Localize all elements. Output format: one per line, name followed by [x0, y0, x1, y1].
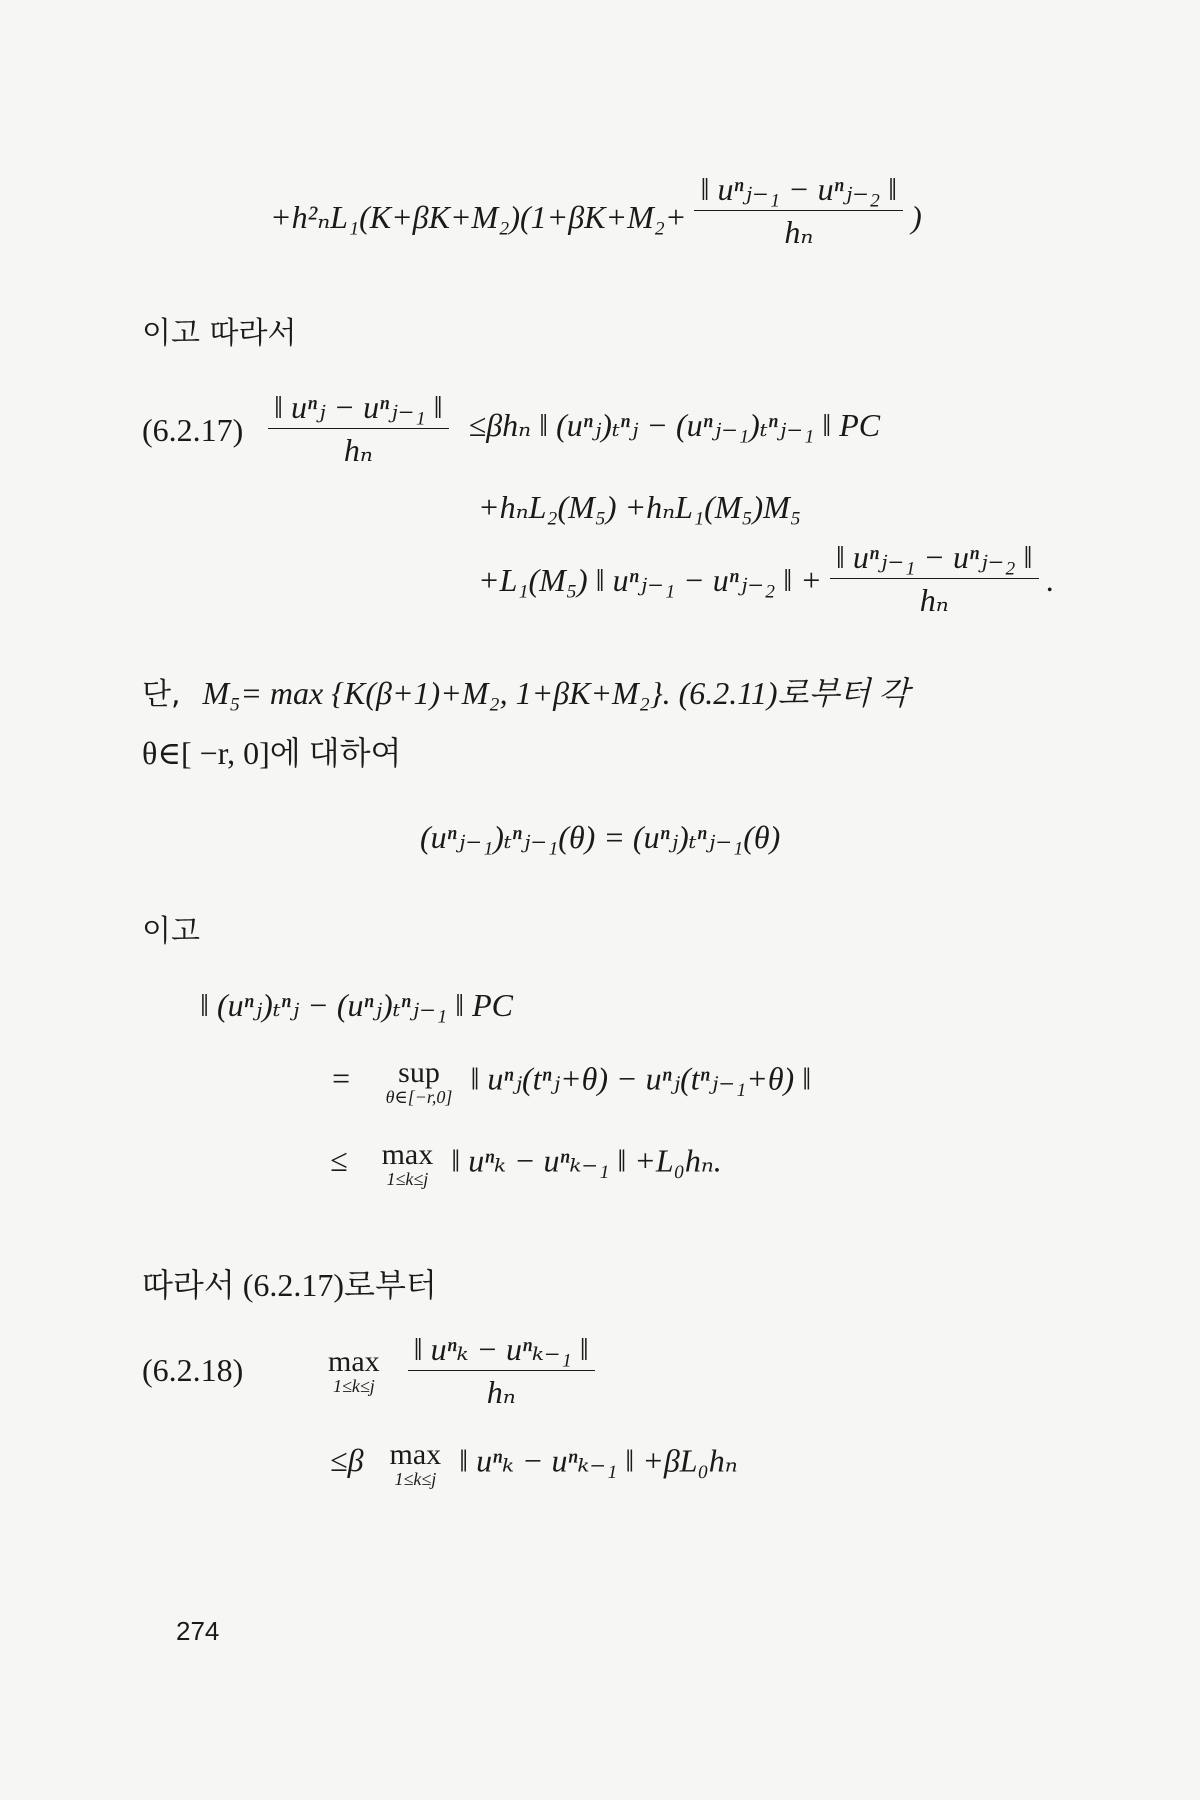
- eq18-denominator: hₙ: [486, 1374, 516, 1410]
- sup-operator: [386, 1058, 453, 1106]
- eq17-rhs-term3: +L₁(M₅) ‖ uⁿⱼ₋₁ − uⁿⱼ₋₂ ‖ +: [478, 561, 822, 598]
- eq-a-denominator: hₙ: [784, 214, 814, 250]
- definition-prefix: 단,: [142, 677, 181, 712]
- eq-a-numerator: ‖ uⁿⱼ₋₁ − uⁿⱼ₋₂ ‖: [694, 170, 903, 211]
- equation-tag-6-2-18: (6.2.18): [142, 1352, 244, 1388]
- eq17-rhs3-numerator: ‖ uⁿⱼ₋₁ − uⁿⱼ₋₂ ‖: [830, 538, 1039, 579]
- paragraph-definition: [142, 668, 909, 714]
- max-op-subscript: 1≤k≤j: [386, 1169, 429, 1189]
- eq17-rhs3-fraction: [830, 538, 1039, 619]
- eq18-max-operator: [328, 1344, 380, 1396]
- eq17-rhs-term1: ≤βhₙ ‖ (uⁿⱼ)ₜⁿⱼ − (uⁿⱼ₋₁)ₜⁿⱼ₋₁ ‖ PC: [468, 406, 881, 443]
- sup-op-subscript: θ∈[−r,0]: [385, 1087, 453, 1107]
- paragraph-theta-range: θ∈[ −r, 0]에 대하여: [142, 735, 402, 771]
- eq18-max-label: max: [328, 1344, 380, 1378]
- eq17-period: .: [1046, 561, 1055, 598]
- equation-6-2-18-line2: [330, 1440, 738, 1488]
- equation-norm-line1: ‖ (uⁿⱼ)ₜⁿⱼ − (uⁿⱼ)ₜⁿⱼ₋₁ ‖ PC: [200, 987, 513, 1023]
- eq-a-main: +h²ₙL₁(K+βK+M₂)(1+βK+M₂+: [270, 198, 687, 235]
- eq17-lhs-denominator: hₙ: [343, 432, 373, 468]
- eq-a-close-paren: ): [911, 198, 922, 235]
- page-number: 274: [176, 1616, 220, 1646]
- max-operator: [382, 1140, 434, 1188]
- paragraph-therefore: 따라서 (6.2.17)로부터: [142, 1267, 437, 1303]
- sup-op-label: sup: [398, 1056, 440, 1089]
- equation-6-2-17-line3: [478, 539, 1055, 619]
- eq18-line2-max-operator: [390, 1440, 442, 1488]
- max-op-label: max: [381, 1138, 434, 1171]
- equation-6-2-17-line1: [268, 388, 880, 469]
- eq-a-fraction: [694, 170, 903, 251]
- definition-body: M₅= max {K(β+1)+M₂, 1+βK+M₂}. (6.2.11)로부터 각: [202, 675, 910, 711]
- equation-6-2-18-line1: [318, 1330, 595, 1411]
- equation-norm-line2: [330, 1058, 811, 1106]
- eq18-max-subscript: 1≤k≤j: [332, 1375, 375, 1396]
- eq18-line2-body: ‖ uⁿₖ − uⁿₖ₋₁ ‖ +βL₀hₙ: [459, 1442, 738, 1479]
- equation-continuation: [270, 171, 922, 251]
- equation-tag-6-2-17: (6.2.17): [142, 412, 244, 448]
- paragraph-text-and: 이고: [142, 914, 200, 949]
- norm-line2-body: ‖ uⁿⱼ(tⁿⱼ+θ) − uⁿⱼ(tⁿⱼ₋₁+θ) ‖: [470, 1060, 812, 1097]
- equation-theta: (uⁿⱼ₋₁)ₜⁿⱼ₋₁(θ) = (uⁿⱼ)ₜⁿⱼ₋₁(θ): [420, 819, 781, 855]
- equation-norm-line3: [330, 1140, 722, 1188]
- norm-equals: =: [330, 1060, 352, 1097]
- paragraph-text: 이고 따라서: [142, 316, 297, 351]
- eq17-lhs-numerator: ‖ uⁿⱼ − uⁿⱼ₋₁ ‖: [268, 388, 449, 429]
- eq18-le-beta: ≤β: [330, 1442, 364, 1479]
- eq18-fraction: [408, 1330, 595, 1411]
- equation-6-2-17-line2: +hₙL₂(M₅) +hₙL₁(M₅)M₅: [478, 489, 801, 525]
- norm-le: ≤: [330, 1142, 348, 1179]
- eq17-rhs3-denominator: hₙ: [919, 582, 949, 618]
- eq17-lhs-fraction: [268, 388, 449, 469]
- eq18-numerator: ‖ uⁿₖ − uⁿₖ₋₁ ‖: [408, 1330, 595, 1371]
- eq18-line2-max-label: max: [389, 1438, 442, 1471]
- norm-line3-body: ‖ uⁿₖ − uⁿₖ₋₁ ‖ +L₀hₙ.: [451, 1142, 722, 1179]
- eq18-line2-max-subscript: 1≤k≤j: [394, 1469, 437, 1489]
